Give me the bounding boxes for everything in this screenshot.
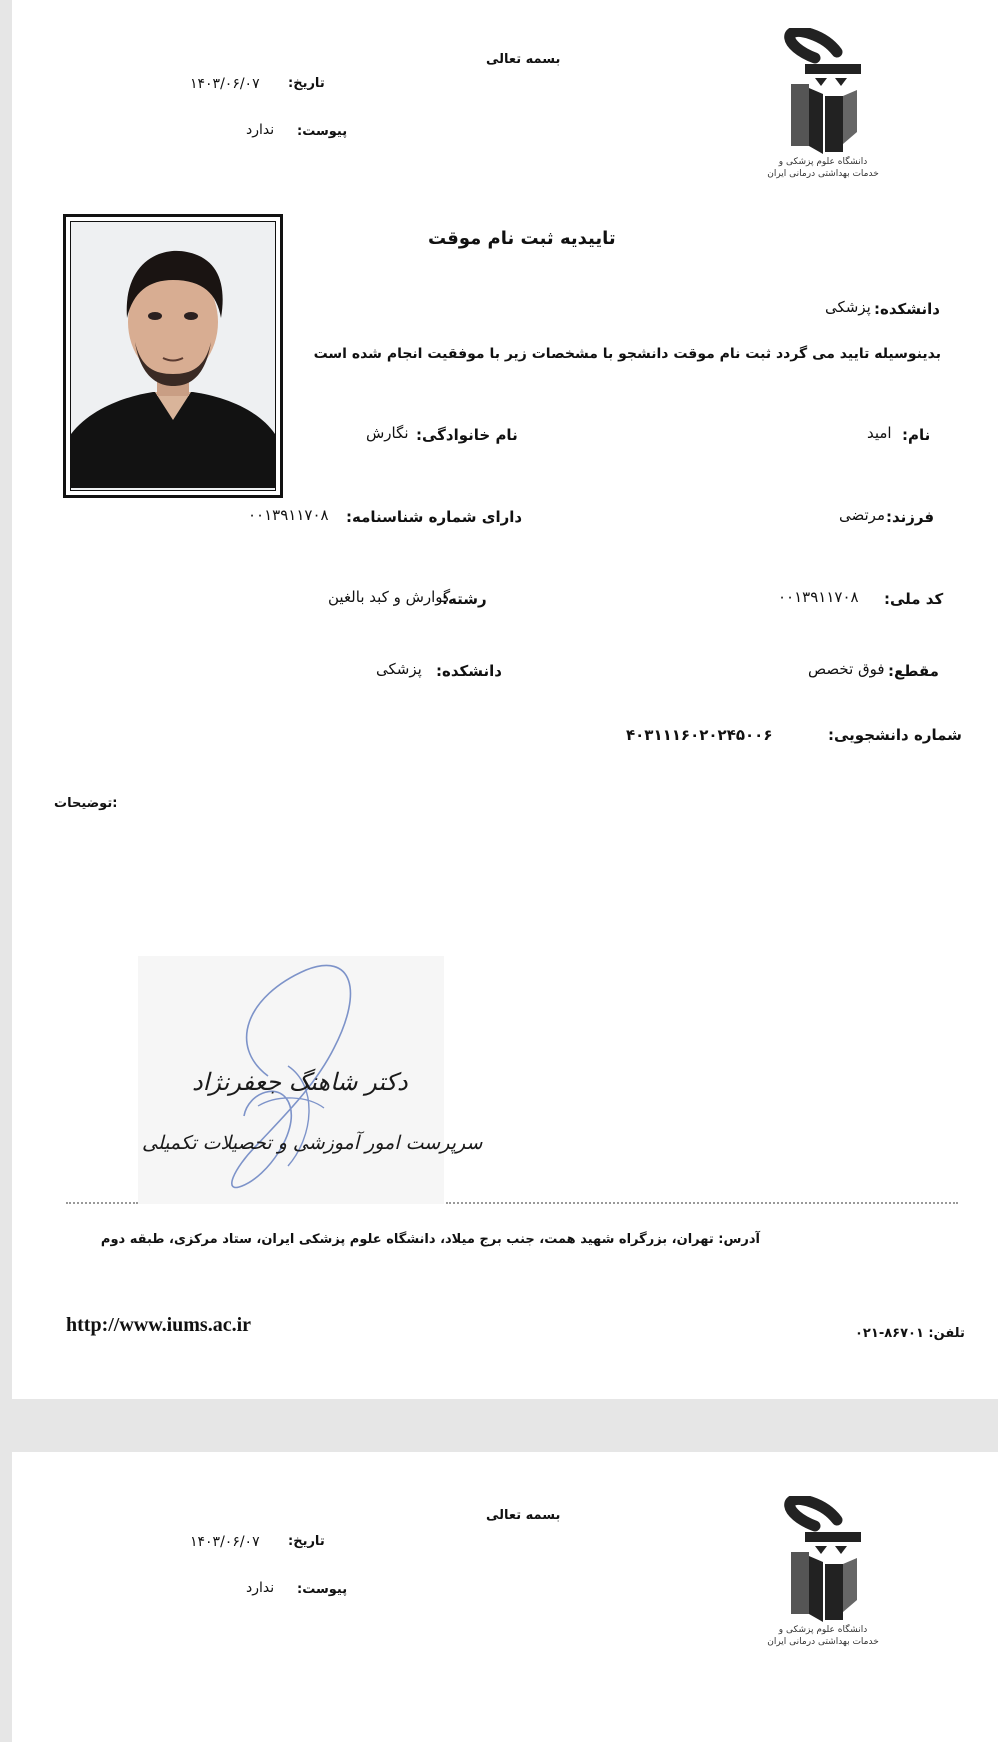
major-label: رشته:	[442, 590, 487, 608]
intro-text: بدینوسیله تایید می گردد ثبت نام موقت دانشجو با مشخصات زیر با موفقیت انجام شده است	[313, 346, 941, 362]
bismillah: بسمه تعالی	[486, 52, 561, 67]
father-label: فرزند:	[886, 508, 935, 526]
document-page-1	[12, 0, 998, 1399]
portrait-image	[71, 222, 275, 488]
dotted-divider-right	[446, 1202, 958, 1204]
student-number-value: ۴۰۳۱۱۱۶۰۲۰۲۴۵۰۰۶	[626, 726, 773, 744]
document-page-2	[12, 1452, 998, 1742]
university-caption-line1: دانشگاه علوم پزشکی و	[778, 1625, 868, 1635]
last-name-value: نگارش	[366, 424, 409, 442]
signer-title: سرپرست امور آموزشی و تحصیلات تکمیلی	[142, 1132, 483, 1154]
date-value: ۱۴۰۳/۰۶/۰۷	[190, 1534, 260, 1550]
date-value: ۱۴۰۳/۰۶/۰۷	[190, 76, 260, 92]
footer-phone: تلفن: ۸۶۷۰۱-۰۲۱	[855, 1326, 965, 1341]
degree-label: مقطع:	[888, 662, 939, 680]
student-photo	[63, 214, 283, 498]
date-label: تاریخ:	[288, 1534, 325, 1549]
university-logo	[753, 28, 893, 188]
national-code-label: کد ملی:	[884, 590, 944, 608]
attachment-label: پیوست:	[297, 1582, 348, 1597]
notes-label: :توضیحات	[54, 796, 118, 811]
student-number-label: شماره دانشجویی:	[828, 726, 962, 744]
attachment-value: ندارد	[246, 122, 275, 138]
iums-logo-icon	[753, 1496, 893, 1626]
attachment-label: پیوست:	[297, 124, 348, 139]
last-name-label: نام خانوادگی:	[416, 426, 518, 444]
attachment-value: ندارد	[246, 1580, 275, 1596]
bismillah: بسمه تعالی	[486, 1508, 561, 1523]
date-label: تاریخ:	[288, 76, 325, 91]
national-code-value: ۰۰۱۳۹۱۱۷۰۸	[778, 588, 859, 606]
first-name-label: نام:	[902, 426, 931, 444]
dotted-divider-left	[66, 1202, 138, 1204]
signature-block	[138, 956, 483, 1204]
faculty-value: پزشکی	[825, 298, 871, 316]
first-name-value: امید	[867, 424, 892, 442]
faculty-label: دانشکده:	[874, 300, 940, 318]
signer-name: دکتر شاهنگ جعفرنژاد	[192, 1068, 408, 1096]
faculty2-value: پزشکی	[376, 660, 422, 678]
footer-website: http://www.iums.ac.ir	[66, 1314, 251, 1336]
father-value: مرتضی	[839, 506, 885, 524]
degree-value: فوق تخصص	[808, 660, 885, 678]
id-number-label: دارای شماره شناسنامه:	[346, 508, 523, 526]
id-number-value: ۰۰۱۳۹۱۱۷۰۸	[248, 506, 329, 524]
university-caption-line2: خدمات بهداشتی درمانی ایران	[767, 169, 879, 179]
university-caption-line2: خدمات بهداشتی درمانی ایران	[767, 1637, 879, 1647]
footer-address: آدرس: تهران، بزرگراه شهید همت، جنب برج میلاد، دانشگاه علوم پزشکی ایران، ستاد مرکزی، طبقه دوم	[100, 1232, 760, 1247]
major-value: گوارش و کبد بالغین	[328, 588, 451, 606]
document-title: تاییدیه ثبت نام موقت	[428, 228, 616, 249]
university-logo	[753, 1496, 893, 1656]
faculty2-label: دانشکده:	[436, 662, 502, 680]
iums-logo-icon	[753, 28, 893, 158]
university-caption-line1: دانشگاه علوم پزشکی و	[778, 157, 868, 167]
